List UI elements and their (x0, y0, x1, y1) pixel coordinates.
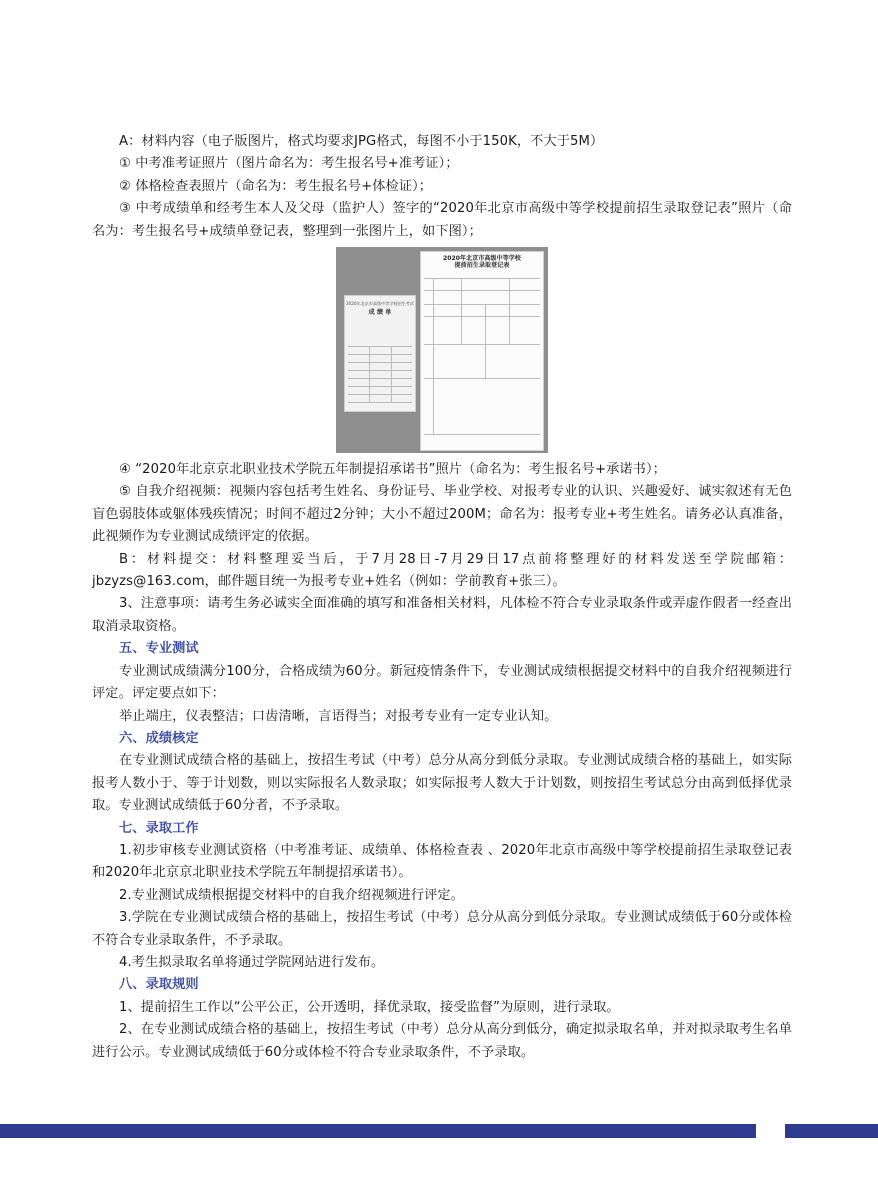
table-line (348, 346, 412, 347)
section-heading: 五、专业测试 (119, 641, 199, 657)
paragraphs-after-figure (92, 459, 792, 1064)
paragraph: 1.初步审核专业测试资格（中考准考证、成绩单、体格检查表 、2020年北京市高级中等学校提前招生录取登记表和2020年北京京北职业技术学院五年制提招承诺书）。 (92, 842, 792, 881)
registration-form-title: 2020年北京市高级中等学校 (442, 255, 522, 263)
table-line (348, 394, 412, 395)
table-line (424, 304, 540, 305)
table-line (369, 346, 370, 402)
registration-form-subtitle: 提前招生录取登记表 (454, 262, 510, 270)
section-heading: 七、录取工作 (119, 820, 199, 836)
section-heading: 八、录取规则 (119, 977, 199, 993)
paragraph: A：材料内容（电子版图片，格式均要求JPG格式，每图不小于150K，不大于5M） (119, 134, 604, 149)
table-line (348, 362, 412, 363)
table-line (424, 316, 540, 317)
paragraph: 2.专业测试成绩根据提交材料中的自我介绍视频进行评定。 (119, 887, 464, 903)
table-line (433, 278, 434, 434)
paragraph: 4.考生拟录取名单将通过学院网站进行发布。 (119, 954, 385, 970)
paragraph: 专业测试成绩满分100分，合格成绩为60分。新冠疫情条件下，专业测试成绩根据提交材料中的自我介绍视频进行评定。评定要点如下： (92, 663, 792, 702)
paragraph: 3、注意事项：请考生务必诚实全面准确的填写和准备相关材料，凡体检不符合专业录取条件或弄虚作假者一经查出取消录取资格。 (92, 596, 792, 634)
paragraph: ⑤ 自我介绍视频：视频内容包括考生姓名、身份证号、毕业学校、对报考专业的认识、兴趣爱好、诚实叙述有无色盲色弱肢体或躯体残疾情况；时间不超过2分钟；大小不超过200M；命名为：报考专业+考生姓名。请务必认真准备，此视频作为专业测试成绩评定的依据。 (92, 484, 792, 545)
score-sheet-image (344, 295, 416, 412)
paragraph: 3.学院在专业测试成绩合格的基础上，按招生考试（中考）总分从高分到低分录取。专业测试成绩低于60分或体检不符合专业录取条件，不予录取。 (92, 910, 792, 948)
paragraphs-before-figure (92, 131, 792, 243)
paragraph: 2、在专业测试成绩合格的基础上，按招生考试（中考）总分从高分到低分，确定拟录取名单，并对拟录取考生名单进行公示。专业测试成绩低于60分或体检不符合专业录取条件，不予录取。 (92, 1022, 792, 1060)
table-line (424, 378, 540, 379)
section-heading: 六、成绩核定 (119, 730, 199, 746)
score-sheet-title: 2020年北京市高级中等学校招生考试 (346, 301, 414, 307)
table-line (348, 386, 412, 387)
table-line (424, 344, 540, 345)
footer-bar-left (0, 1124, 756, 1138)
table-line (424, 278, 540, 279)
table-line (424, 434, 540, 435)
registration-form-photo (336, 247, 548, 453)
table-line (391, 346, 392, 402)
document-body (92, 131, 792, 1064)
paragraph: 在专业测试成绩合格的基础上，按招生考试（中考）总分从高分到低分录取。专业测试成绩合格的基础上，如实际报考人数小于、等于计划数，则以实际报名人数录取；如实际报考人数大于计划数，则按招生考试总分由高到低择优录取。专业测试成绩低于60分者，不予录取。 (92, 753, 792, 814)
paragraph: ④ “2020年北京京北职业技术学院五年制提招承诺书”照片（命名为：考生报名号+承诺书）； (119, 462, 666, 478)
paragraph: 举止端庄，仪表整洁；口齿清晰，言语得当；对报考专业有一定专业认知。 (119, 708, 558, 724)
table-line (348, 370, 412, 371)
table-line (509, 278, 510, 344)
paragraph: ① 中考准考证照片（图片命名为：考生报名号+准考证）； (119, 156, 459, 172)
table-line (485, 304, 486, 378)
table-line (348, 354, 412, 355)
table-line (461, 278, 462, 344)
score-sheet-subtitle: 成 绩 单 (368, 309, 392, 317)
paragraph: 1、提前招生工作以“公平公正，公开透明，择优录取，接受监督”为原则，进行录取。 (119, 999, 620, 1015)
paragraph: B：材料提交：材料整理妥当后，于7月28日-7月29日17点前将整理好的材料发送至学院邮箱：jbzyzs@163.com，邮件题目统一为报考专业+姓名（例如：学前教育+张三）。 (92, 551, 792, 590)
table-line (424, 290, 540, 291)
paragraph: ② 体格检查表照片（命名为：考生报名号+体检证）； (119, 178, 433, 194)
table-line (348, 378, 412, 379)
table-line (348, 402, 412, 403)
paragraph: ③ 中考成绩单和经考生本人及父母（监护人）签字的“2020年北京市高级中等学校提前招生录取登记表”照片（命名为：考生报名号+成绩单登记表，整理到一张图片上，如下图）； (92, 201, 792, 239)
footer-bar-right (785, 1124, 878, 1138)
figure-container (92, 247, 792, 453)
registration-form-image (420, 251, 544, 451)
